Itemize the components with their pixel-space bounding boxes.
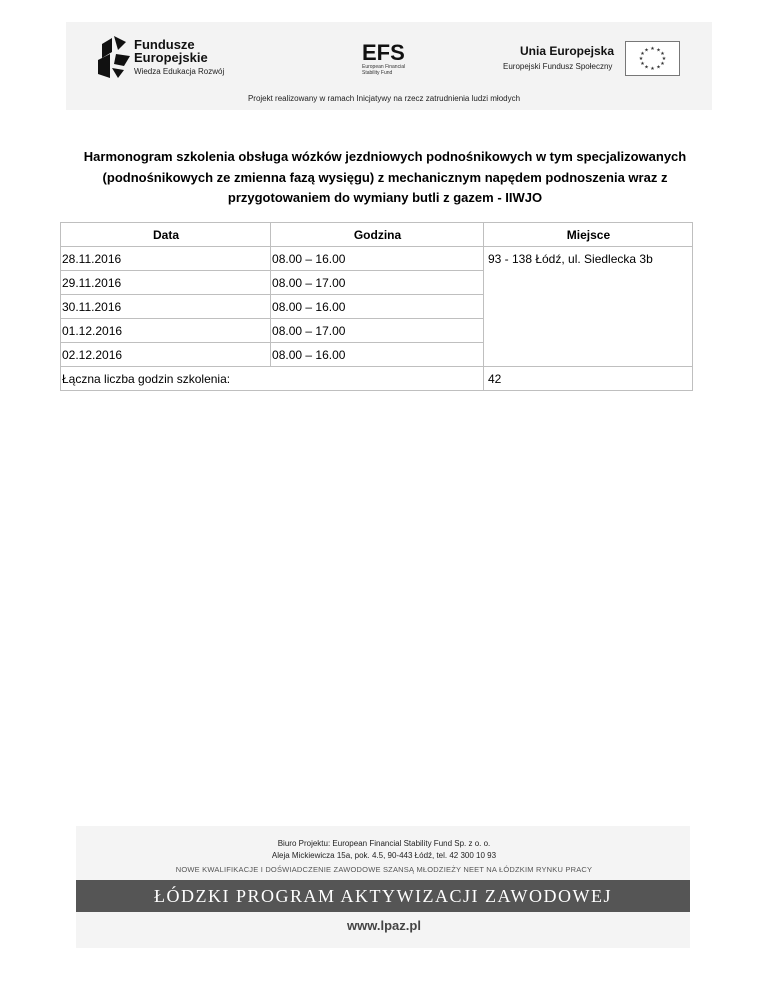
website-text: www.lpaz.pl [347,918,421,933]
footer-project-name: NOWE KWALIFIKACJE I DOŚWIADCZENIE ZAWODOWE SZANSĄ MŁODZIEŻY NEET NA ŁÓDZKIM RYNKU PRACY [175,865,593,874]
title-line2: (podnośnikowych ze zmienna fazą wysięgu) z mechanicznym napędem podnoszenia wraz z [102,169,668,185]
table-total-row [61,367,693,391]
date-cell: 01.12.2016 [61,319,271,343]
eu-flag-icon [625,41,680,76]
date-cell: 28.11.2016 [61,247,271,271]
footer-office-line: Biuro Projektu: European Financial Stability Fund Sp. z o. o. [277,839,491,848]
svg-text:★: ★ [638,56,644,62]
total-label-cell: Łączna liczba godzin szkolenia: [61,367,484,391]
svg-text:★: ★ [661,56,667,62]
header-place: Miejsce [483,223,692,247]
time-cell: 08.00 – 17.00 [271,271,484,295]
svg-text:★: ★ [660,51,665,57]
time-cell: 08.00 – 16.00 [271,247,484,271]
svg-text:★: ★ [650,46,655,52]
svg-text:★: ★ [656,64,661,71]
date-cell: 30.11.2016 [61,295,271,319]
fe-logo-line2: Europejskie [134,50,208,65]
total-value-cell: 42 [483,367,692,391]
efs-sub-line2: Stability Fund [362,70,393,76]
svg-text:★: ★ [644,47,649,54]
date-cell: 02.12.2016 [61,343,271,367]
program-name: ŁÓDZKI PROGRAM AKTYWIZACJI ZAWODOWEJ [153,886,612,906]
fe-logo-subtitle: Wiedza Edukacja Rozwój [134,67,225,76]
svg-text:★: ★ [650,66,655,72]
time-cell: 08.00 – 16.00 [271,295,484,319]
svg-text:★: ★ [644,64,649,71]
fundusze-europejskie-logo-icon [96,34,136,80]
table-header-row [61,223,693,247]
svg-text:★: ★ [640,61,645,67]
efs-logo-subtitle [362,64,422,76]
document-title [70,147,700,209]
svg-text:★: ★ [660,61,665,67]
time-cell: 08.00 – 17.00 [271,319,484,343]
header-time: Godzina [271,223,484,247]
title-line3: przygotowaniem do wymiany butli z gazem - IIWJO [227,190,543,205]
ue-title: Unia Europejska [520,44,615,58]
ue-subtitle: Europejski Fundusz Społeczny [503,62,613,71]
svg-text:★: ★ [656,47,661,54]
fe-logo-text [134,38,208,64]
fe-logo-line1: Fundusze [134,37,195,52]
efs-logo-icon [360,38,420,64]
project-line: Projekt realizowany w ramach Inicjatywy na rzecz zatrudnienia ludzi młodych [247,94,521,103]
place-cell: 93 - 138 Łódź, ul. Siedlecka 3b [483,247,692,367]
time-cell: 08.00 – 16.00 [271,343,484,367]
table-row [61,247,693,271]
efs-logo-text: EFS [362,40,405,64]
svg-text:★: ★ [640,51,645,57]
date-cell: 29.11.2016 [61,271,271,295]
footer-address-line: Aleja Mickiewicza 15a, pok. 4.5, 90-443 Łódź, tel. 42 300 10 93 [271,851,497,860]
efs-sub-line1: European Financial [362,64,406,70]
header-date: Data [61,223,271,247]
title-line1: Harmonogram szkolenia obsługa wózków jezdniowych podnośnikowych w tym specjalizowanych [83,149,687,164]
schedule-table [60,222,693,391]
